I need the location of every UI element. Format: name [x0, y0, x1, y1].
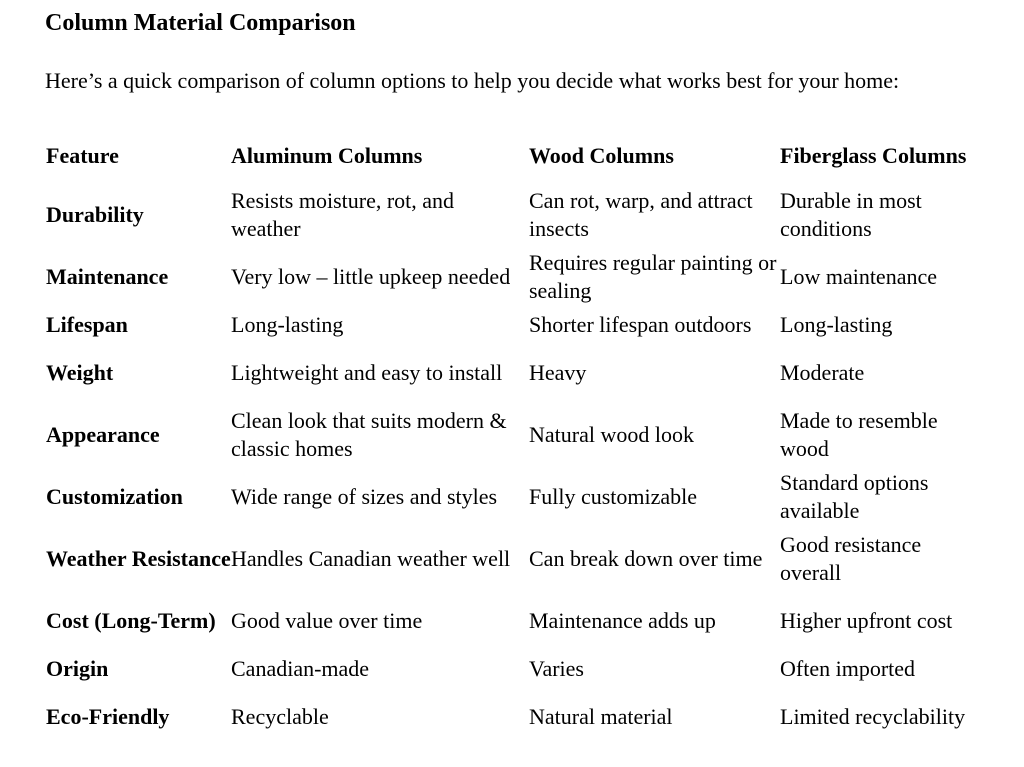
fiberglass-cell: Made to resemble wood — [780, 408, 938, 461]
aluminum-cell: Recyclable — [231, 704, 329, 729]
wood-cell: Fully customizable — [529, 484, 698, 509]
wood-cell: Natural wood look — [529, 422, 694, 447]
wood-cell: Can rot, warp, and attract insects — [529, 188, 753, 241]
row-feature-cell: Eco-Friendly — [46, 704, 170, 729]
row-feature-cell: Maintenance — [46, 264, 169, 289]
fiberglass-cell: Durable in most conditions — [780, 188, 922, 241]
row-feature-cell: Weather Resistance — [46, 546, 231, 571]
table-row — [46, 246, 986, 308]
fiberglass-cell: Low maintenance — [780, 264, 937, 289]
table-header-row — [46, 128, 986, 184]
wood-cell: Heavy — [529, 360, 587, 385]
wood-cell: Requires regular painting or sealing — [529, 250, 777, 303]
table-row — [46, 590, 986, 652]
table-row — [46, 404, 986, 466]
row-feature-cell: Lifespan — [46, 312, 128, 337]
aluminum-cell: Clean look that suits modern & classic homes — [231, 408, 507, 461]
fiberglass-cell: Often imported — [780, 656, 916, 681]
row-feature-cell: Customization — [46, 484, 183, 509]
table-row — [46, 184, 986, 246]
fiberglass-cell: Higher upfront cost — [780, 608, 953, 633]
aluminum-cell: Resists moisture, rot, and weather — [231, 188, 455, 241]
header-fiberglass: Fiberglass Columns — [780, 143, 967, 168]
comparison-table — [46, 128, 986, 748]
fiberglass-cell: Standard options available — [780, 470, 929, 523]
table-row — [46, 686, 986, 748]
header-aluminum: Aluminum Columns — [231, 143, 423, 168]
document-title: Column Material Comparison — [45, 10, 356, 36]
aluminum-cell: Canadian-made — [231, 656, 370, 681]
fiberglass-cell: Good resistance overall — [780, 532, 922, 585]
wood-cell: Natural material — [529, 704, 673, 729]
header-feature: Feature — [46, 143, 119, 168]
row-feature-cell: Cost (Long-Term) — [46, 608, 216, 633]
wood-cell: Shorter lifespan outdoors — [529, 312, 752, 337]
intro-paragraph: Here’s a quick comparison of column options to help you decide what works best for your home: — [45, 68, 900, 93]
table-row — [46, 466, 986, 528]
fiberglass-cell: Moderate — [780, 360, 865, 385]
aluminum-cell: Handles Canadian weather well — [231, 546, 511, 571]
header-wood: Wood Columns — [529, 143, 674, 168]
row-feature-cell: Weight — [46, 360, 114, 385]
aluminum-cell: Wide range of sizes and styles — [231, 484, 498, 509]
table-row — [46, 652, 986, 686]
wood-cell: Maintenance adds up — [529, 608, 716, 633]
fiberglass-cell: Limited recyclability — [780, 704, 966, 729]
table-row — [46, 528, 986, 590]
table-row — [46, 308, 986, 342]
row-feature-cell: Origin — [46, 656, 109, 681]
wood-cell: Varies — [529, 656, 584, 681]
aluminum-cell: Lightweight and easy to install — [231, 360, 503, 385]
aluminum-cell: Good value over time — [231, 608, 423, 633]
wood-cell: Can break down over time — [529, 546, 763, 571]
aluminum-cell: Very low – little upkeep needed — [231, 264, 511, 289]
fiberglass-cell: Long-lasting — [780, 312, 893, 337]
aluminum-cell: Long-lasting — [231, 312, 344, 337]
row-feature-cell: Durability — [46, 202, 144, 227]
row-feature-cell: Appearance — [46, 422, 160, 447]
table-row — [46, 342, 986, 404]
